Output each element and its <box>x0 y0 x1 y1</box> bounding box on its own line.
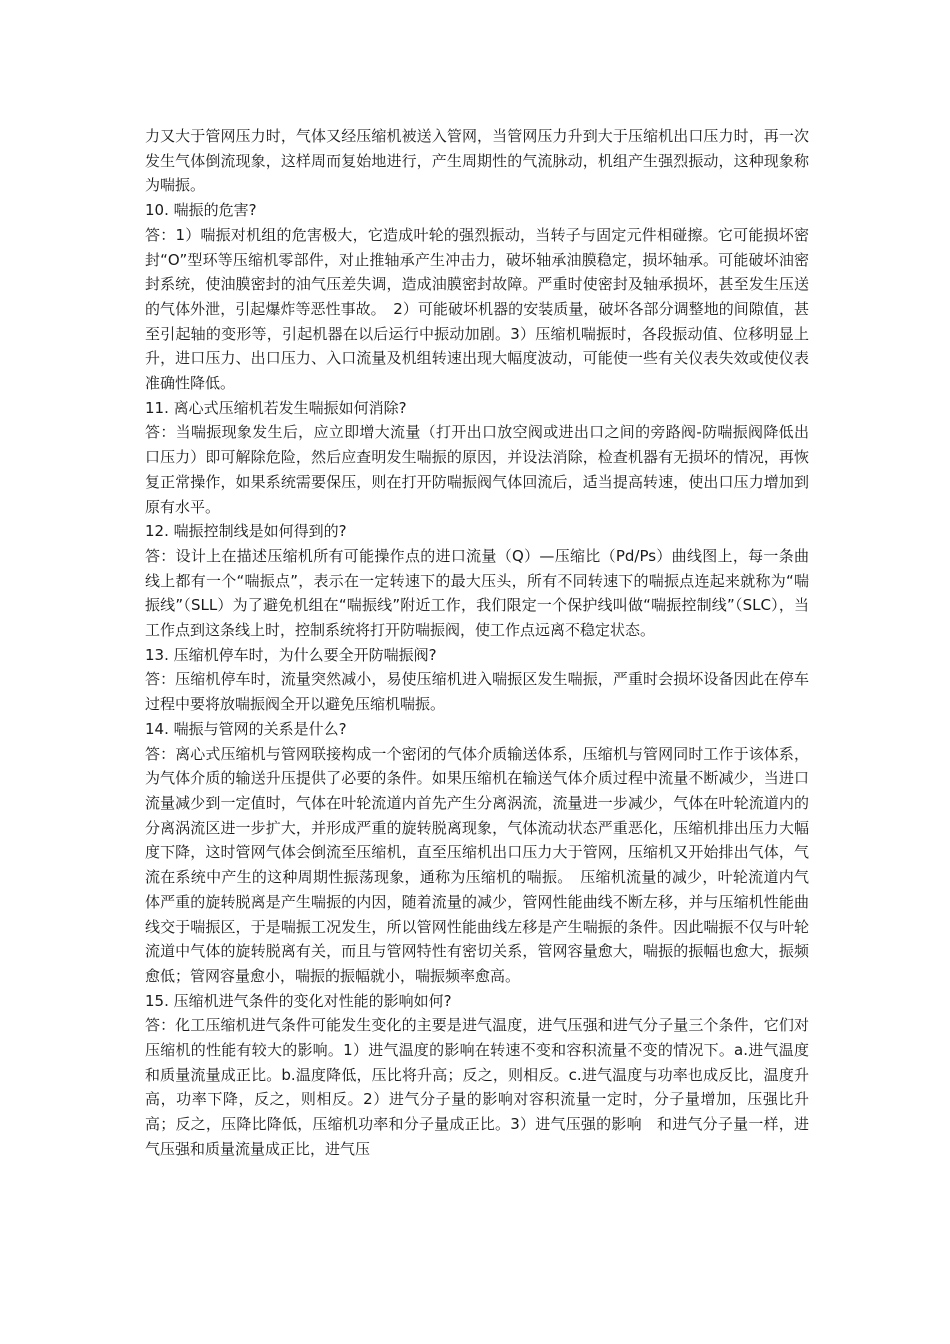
question-11-heading: 11. 离心式压缩机若发生喘振如何消除? <box>145 398 407 417</box>
answer-13: 答：压缩机停车时，流量突然减小，易使压缩机进入喘振区发生喘振，严重时会损坏设备因此在停车过程中要将放喘振阀全开以避免压缩机喘振。 <box>145 670 809 714</box>
answer-10: 答：1）喘振对机组的危害极大，它造成叶轮的强烈振动，当转子与固定元件相碰擦。它可能损坏密封“O”型环等压缩机零部件，对止推轴承产生冲击力，破坏轴承油膜稳定，损坏轴承。可能破坏油密封系统，使油膜密封的油气压差失调，造成油膜密封故障。严重时使密封及轴承损坏，甚至发生压送的气体外泄，引起爆炸等恶性事故。 2）可能破坏机器的安装质量，破坏各部分调整地的间隙值，甚至引起轴的变形等，引起机器在以后运行中振动加剧。3）压缩机喘振时，各段振动值、位移明显上升，进口压力、出口压力、入口流量及机组转速出现大幅度波动，可能使一些有关仪表失效或使仪表准确性降低。 <box>145 225 809 393</box>
question-10-heading: 10. 喘振的危害? <box>145 201 257 220</box>
answer-11: 答：当喘振现象发生后，应立即增大流量（打开出口放空阀或进出口之间的旁路阀-防喘振阀降低出口压力）即可解除危险，然后应查明发生喘振的原因，并设法消除，检查机器有无损坏的情况，再恢复正常操作，如果系统需要保压，则在打开防喘振阀气体回流后，适当提高转速，使出口压力增加到原有水平。 <box>145 423 809 516</box>
paragraph-continuation: 力又大于管网压力时，气体又经压缩机被送入管网，当管网压力升到大于压缩机出口压力时，再一次发生气体倒流现象，这样周而复始地进行，产生周期性的气流脉动，机组产生强烈振动，这种现象称为喘振。 <box>145 127 809 195</box>
question-15-heading: 15. 压缩机进气条件的变化对性能的影响如何? <box>145 991 452 1010</box>
answer-14: 答：离心式压缩机与管网联接构成一个密闭的气体介质输送体系，压缩机与管网同时工作于该体系，为气体介质的输送升压提供了必要的条件。如果压缩机在输送气体介质过程中流量不断减少，当进口流量减少到一定值时，气体在叶轮流道内首先产生分离涡流，流量进一步减少，气体在叶轮流道内的分离涡流区进一步扩大，并形成严重的旋转脱离现象，气体流动状态严重恶化，压缩机排出压力大幅度下降，这时管网气体会倒流至压缩机，直至压缩机出口压力大于管网，压缩机又开始排出气体，气流在系统中产生的这种周期性振荡现象，通称为压缩机的喘振。 压缩机流量的减少，叶轮流道内气体严重的旋转脱离是产生喘振的内因，随着流量的减少，管网性能曲线不断左移，并与压缩机性能曲线交于喘振区，于是喘振工况发生，所以管网性能曲线左移是产生喘振的条件。因此喘振不仅与叶轮流道中气体的旋转脱离有关，而且与管网特性有密切关系，管网容量愈大，喘振的振幅也愈大，振频愈低；管网容量愈小，喘振的振幅就小，喘振频率愈高。 <box>145 744 809 985</box>
answer-15: 答：化工压缩机进气条件可能发生变化的主要是进气温度，进气压强和进气分子量三个条件，它们对压缩机的性能有较大的影响。1）进气温度的影响在转速不变和容积流量不变的情况下。a.进气温度和质量流量成正比。b.温度降低，压比将升高；反之，则相反。c.进气温度与功率也成反比，温度升高，功率下降，反之，则相反。2）进气分子量的影响对容积流量一定时，分子量增加，压强比升高；反之，压降比降低，压缩机功率和分子量成正比。3）进气压强的影响 和进气分子量一样，进气压强和质量流量成正比，进气压 <box>145 1016 809 1158</box>
question-14-heading: 14. 喘振与管网的关系是什么? <box>145 719 347 738</box>
document-body <box>145 124 809 1162</box>
question-12-heading: 12. 喘振控制线是如何得到的? <box>145 522 347 541</box>
answer-12: 答：设计上在描述压缩机所有可能操作点的进口流量（Q）—压缩比（Pd/Ps）曲线图上，每一条曲线上都有一个“喘振点”，表示在一定转速下的最大压头，所有不同转速下的喘振点连起来就称为“喘振线”（SLL）为了避免机组在“喘振线”附近工作，我们限定一个保护线叫做“喘振控制线”（SLC），当工作点到这条线上时，控制系统将打开防喘振阀，使工作点远离不稳定状态。 <box>145 546 809 640</box>
question-13-heading: 13. 压缩机停车时，为什么要全开防喘振阀? <box>145 645 437 664</box>
